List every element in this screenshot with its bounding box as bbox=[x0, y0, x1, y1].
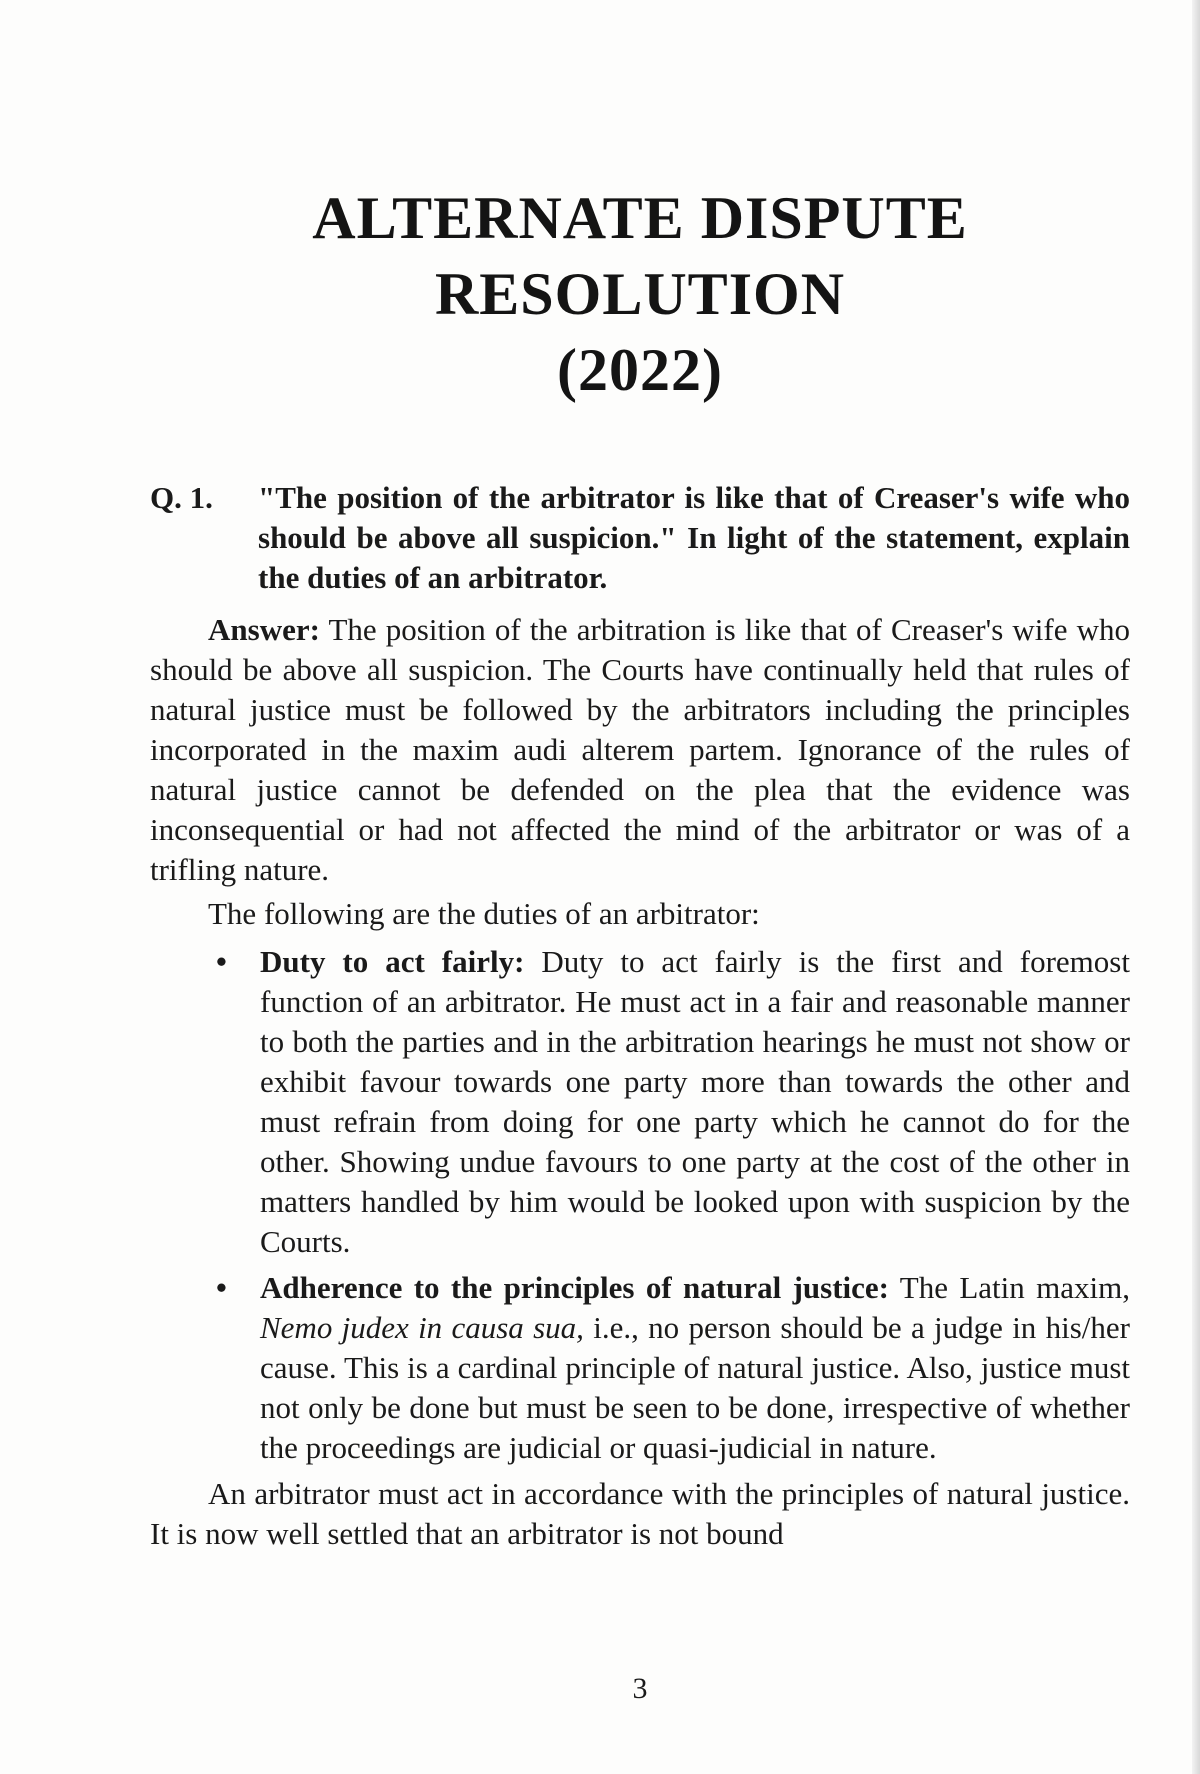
latin-maxim: Nemo judex in causa sua, bbox=[260, 1310, 584, 1345]
bullet-text-before: The Latin maxim, bbox=[889, 1270, 1130, 1305]
list-item bbox=[216, 1268, 1130, 1468]
bullet-title: Duty to act fairly: bbox=[260, 944, 525, 979]
body-text bbox=[150, 478, 1130, 1554]
bullet-text: Duty to act fairly is the first and foremost function of an arbitrator. He must act in a fair and reasonable manner to both the parties and in the arbitration hearings he must not show or exhibit favour towards one party more than towards the other and must refrain from doing for one party which he cannot do for the other. Showing undue favours to one party at the cost of the other in matters handled by him would be looked upon with suspicion by the Courts. bbox=[260, 944, 1130, 1259]
page-number: 3 bbox=[632, 1672, 648, 1705]
question-block bbox=[150, 478, 1130, 598]
duties-list bbox=[150, 942, 1130, 1468]
answer-text: The position of the arbitration is like that of Creaser's wife who should be above all suspicion. The Courts have continually held that rules of natural justice must be followed by the arbitrators including the principles incorporated in the maxim audi alterem partem. Ignorance of the rules of natural justice cannot be defended on the plea that the evidence was inconsequential or had not affected the mind of the arbitrator or was of a trifling nature. bbox=[150, 612, 1130, 887]
bullet-icon: • bbox=[216, 1270, 227, 1305]
question-number: Q. 1. bbox=[150, 480, 213, 515]
title-line-1: ALTERNATE DISPUTE bbox=[312, 185, 968, 251]
title-line-2: RESOLUTION bbox=[434, 261, 846, 327]
duties-intro: The following are the duties of an arbitrator: bbox=[208, 896, 760, 931]
bullet-icon: • bbox=[216, 944, 227, 979]
list-item bbox=[216, 942, 1130, 1262]
answer-paragraph bbox=[150, 610, 1130, 890]
bullet-title: Adherence to the principles of natural justice: bbox=[260, 1270, 889, 1305]
closing-paragraph: An arbitrator must act in accordance with the principles of natural justice. It is now well settled that an arbitrator is not bound bbox=[150, 1476, 1130, 1551]
bullet-text-after: i.e., no person should be a judge in his/her cause. This is a cardinal principle of natural justice. Also, justice must not only be done but must be seen to be done, irrespective of whether the proceedings are judicial or quasi-judicial in nature. bbox=[260, 1310, 1130, 1465]
chapter-title bbox=[0, 180, 1200, 408]
question-text: "The position of the arbitrator is like that of Creaser's wife who should be above all suspicion." In light of the statement, explain the duties of an arbitrator. bbox=[258, 480, 1130, 595]
answer-label: Answer: bbox=[208, 612, 320, 647]
title-year: (2022) bbox=[557, 337, 723, 403]
